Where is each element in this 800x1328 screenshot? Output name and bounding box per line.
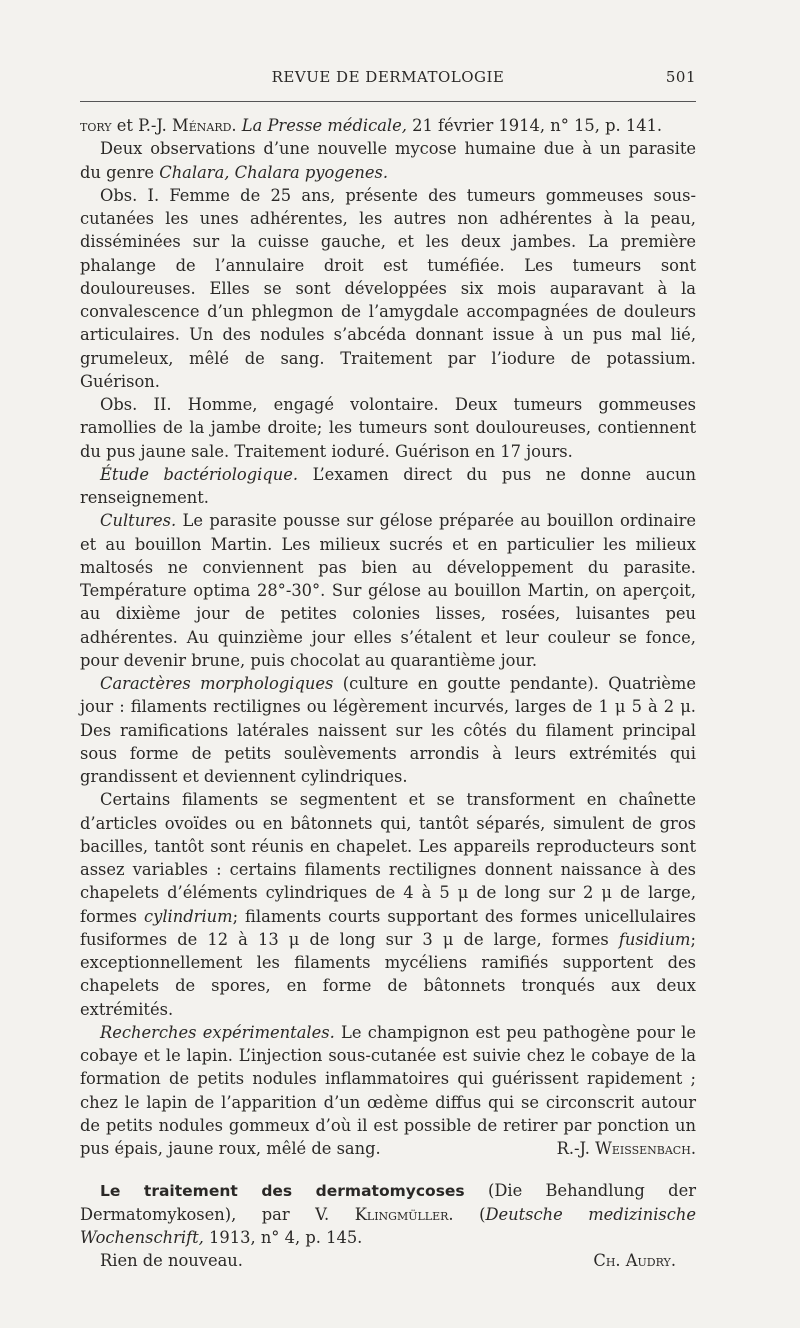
recherches-paragraph: Recherches expérimentales. Le champignon est peu pathogène pour le cobaye et le lapin. L’injection sous-cutanée est suivie chez le cobaye de la formation de petits nodules inflammatoires qui guérissent rapidement ; chez le lapin de l’apparition d’un œdème diffus qui se circonscrit autour de petits nodules gommeux d’où il est possible de retirer par ponction un pus épais, jaune roux, mêlé de sang. R.-J. Weissenbach. <box>80 1021 696 1161</box>
cultures-paragraph: Cultures. Le parasite pousse sur gélose préparée au bouillon ordinaire et au bouillon Martin. Les milieux sucrés et en particulier les milieux maltosés ne conviennent pas bien au développement du parasite. Température optima 28°-30°. Sur gélose au bouillon Martin, on aperçoit, au dixième jour de petites colonies lisses, rosées, luisantes peu adhérentes. Au quinzième jour elles s’étalent et leur couleur se fonce, pour devenir brune, puis chocolat au quarantième jour. <box>80 511 696 670</box>
article2 <box>80 1179 696 1272</box>
page-body <box>80 114 696 1272</box>
journal-presse-medicale: La Presse médicale, <box>241 116 407 135</box>
page-number: 501 <box>665 68 696 86</box>
section-gap <box>80 1160 696 1179</box>
article1-reference: tory et P.-J. Ménard. La Presse médicale, 21 février 1914, n° 15, p. 141. <box>80 116 663 135</box>
author-klingmuller: Klingmüller <box>354 1205 449 1225</box>
article2-reference: Le traitement des dermatomycoses (Die Behandlung der Dermatomykosen), par V. Klingmüller. (Deutsche medizinische Wochenschrift, 1913, n° 4, p. 145. <box>80 1181 697 1248</box>
observation-2: Obs. II. Homme, engagé volontaire. Deux tumeurs gommeuses ramollies de la jambe droite; les tumeurs sont douloureuses, contiennent du pus jaune sale. Traitement ioduré. Guérison en 17 jours. <box>80 395 696 461</box>
certains-paragraph: Certains filaments se segmentent et se transforment en chaînette d’articles ovoïdes ou en bâtonnets qui, tantôt séparés, simulent de gros bacilles, tantôt sont réunis en chapelet. Les appareils reproducteurs sont assez variables : certains filaments rectilignes donnent naissance à des chapelets d’éléments cylindriques de 4 à 5 μ de long sur 2 μ de large, formes cylindrium; filaments courts supportant des formes unicellulaires fusiformes de 12 à 13 μ de long sur 3 μ de large, formes fusidium; exceptionnellement les filaments mycéliens ramifiés supportent des chapelets de spores, en forme de bâtonnets tronqués aux deux extrémités. <box>80 790 696 1019</box>
etude-paragraph: Étude bactériologique. L’examen direct du pus ne donne aucun renseignement. <box>80 464 696 507</box>
article1-intro: Deux observations d’une nouvelle mycose humaine due à un parasite du genre Chalara, Chalara pyogenes. <box>80 139 696 182</box>
article2-summary: Rien de nouveau. <box>100 1251 243 1271</box>
article2-summary-row <box>80 1249 696 1272</box>
article2-title: Le traitement des dermatomycoses <box>100 1182 465 1201</box>
journal-title: REVUE DE DERMATOLOGIE <box>271 68 505 86</box>
header-rule <box>80 101 696 102</box>
signature-weissenbach: R.-J. Weissenbach. <box>556 1139 696 1158</box>
caracteres-paragraph: Caractères morphologiques (culture en goutte pendante). Quatrième jour : filaments rectilignes ou légèrement incurvés, larges de 1 μ 5 à 2 μ. Des ramifications latérales naissent sur les côtés du filament principal sous forme de petits soulèvements arrondis à leurs extrémités qui grandissent et deviennent cylindriques. <box>80 674 697 786</box>
observation-1: Obs. I. Femme de 25 ans, présente des tumeurs gommeuses sous-cutanées les unes adhérentes, les autres non adhérentes à la peau, disséminées sur la cuisse gauche, et les deux jambes. La première phalange de l’annulaire droit est tuméfiée. Les tumeurs sont douloureuses. Elles se sont développées six mois auparavant à la convalescence d’un phlegmon de l’amygdale accompagnées de douleurs articulaires. Un des nodules s’abcéda donnant issue à un pus mal lié, grumeleux, mêlé de sang. Traitement par l’iodure de potassium. Guérison. <box>80 185 696 391</box>
signature-audry: Ch. Audry. <box>593 1251 676 1271</box>
running-header <box>80 64 696 92</box>
journal-dmw: Deutsche medizinische Wochenschrift, <box>80 1205 697 1248</box>
author-menard: Ménard <box>172 116 232 135</box>
